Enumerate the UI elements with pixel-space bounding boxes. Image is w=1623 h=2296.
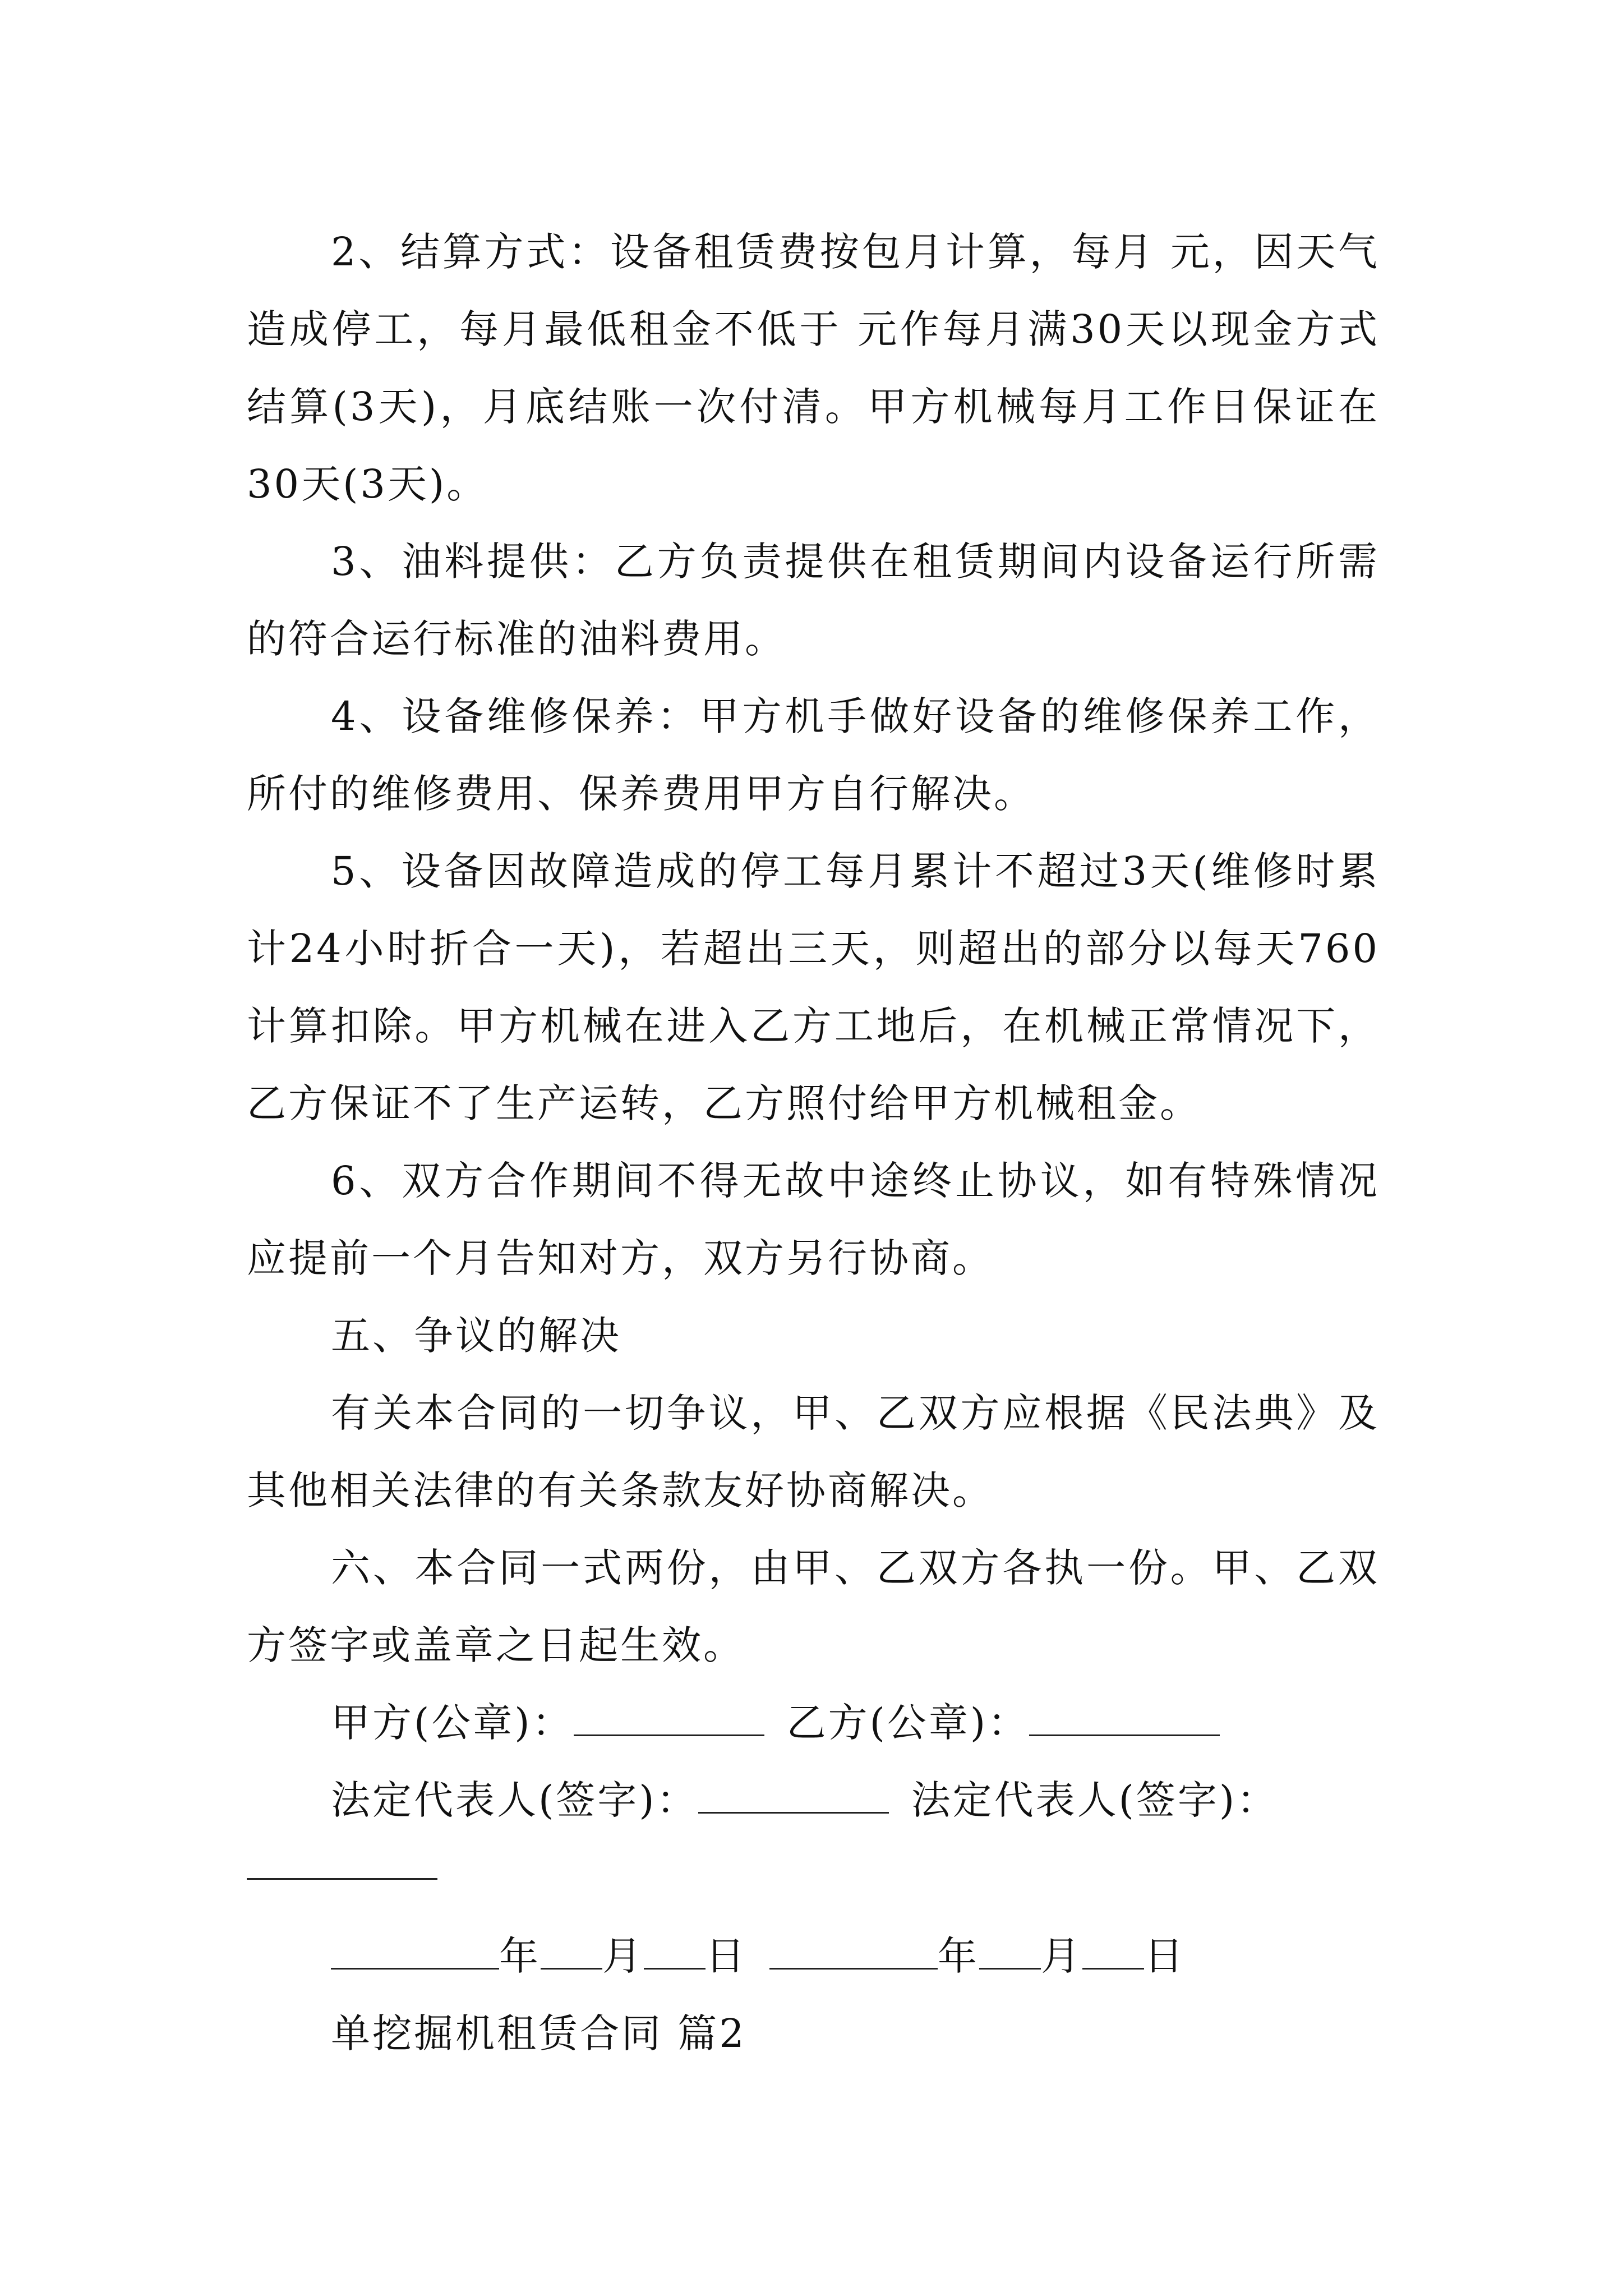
clause-2: 2、结算方式：设备租赁费按包月计算，每月 元，因天气造成停工，每月最低租金不低于 元作每月满30天以现金方式结算(3天)，月底结账一次付清。甲方机械每月工作日保证在30天(3天)。 [247, 229, 1380, 507]
section-5-heading: 五、争议的解决 [331, 1313, 621, 1359]
document-page [247, 213, 1380, 2072]
day-label: 日 [706, 1933, 747, 1979]
party-a-seal-label: 甲方(公章)： [331, 1700, 574, 1746]
clause-5: 5、设备因故障造成的停工每月累计不超过3天(维修时累计24小时折合一天)，若超出三天，则超出的部分以每天760计算扣除。甲方机械在进入乙方工地后，在机械正常情况下，乙方保证不了生产运转，乙方照付给甲方机械租金。 [247, 848, 1380, 1126]
year-label: 年 [499, 1933, 541, 1979]
date-b-day-blank[interactable] [1082, 1939, 1144, 1970]
section-5-body: 有关本合同的一切争议，甲、乙双方应根据《民法典》及其他相关法律的有关条款友好协商解决。 [247, 1390, 1380, 1513]
seal-line [247, 1684, 1380, 1761]
legal-rep-b-blank[interactable] [247, 1856, 437, 1880]
year-label: 年 [938, 1933, 979, 1979]
month-label: 月 [602, 1933, 644, 1979]
date-b-month-blank[interactable] [979, 1939, 1041, 1970]
legal-rep-line [247, 1761, 1380, 1839]
date-a-month-blank[interactable] [541, 1939, 602, 1970]
party-b-seal-blank[interactable] [1029, 1705, 1220, 1736]
month-label: 月 [1041, 1933, 1082, 1979]
day-label: 日 [1144, 1933, 1186, 1979]
date-a-year-blank[interactable] [331, 1939, 499, 1970]
legal-rep-a-label: 法定代表人(签字)： [331, 1777, 698, 1823]
date-b-year-blank[interactable] [769, 1939, 938, 1970]
party-b-seal-label: 乙方(公章)： [786, 1700, 1030, 1746]
section-6-body: 六、本合同一式两份，由甲、乙双方各执一份。甲、乙双方签字或盖章之日起生效。 [247, 1545, 1380, 1668]
clause-4: 4、设备维修保养：甲方机手做好设备的维修保养工作，所付的维修费用、保养费用甲方自行解决。 [247, 693, 1380, 817]
date-a-day-blank[interactable] [644, 1939, 706, 1970]
party-a-seal-blank[interactable] [574, 1705, 764, 1736]
next-contract-title: 单挖掘机租赁合同 篇2 [331, 2010, 746, 2056]
date-line [247, 1917, 1380, 1995]
clause-3: 3、油料提供：乙方负责提供在租赁期间内设备运行所需的符合运行标准的油料费用。 [247, 539, 1380, 662]
clause-6: 6、双方合作期间不得无故中途终止协议，如有特殊情况应提前一个月告知对方，双方另行协商。 [247, 1158, 1380, 1281]
legal-rep-b-blank-line [247, 1856, 1380, 1917]
legal-rep-b-label: 法定代表人(签字)： [911, 1777, 1279, 1823]
legal-rep-a-blank[interactable] [698, 1783, 889, 1814]
